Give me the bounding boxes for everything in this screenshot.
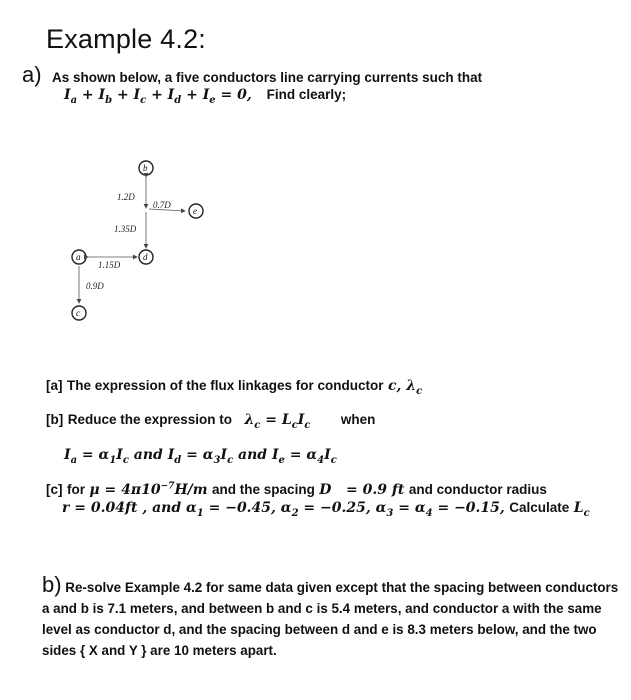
conductor-a-label: a: [76, 252, 81, 262]
part-b-paragraph: [42, 574, 627, 661]
question-c-for: for: [66, 482, 85, 497]
question-b-tag: [b]: [46, 412, 64, 427]
part-a-header: [22, 62, 482, 88]
conductor-c: [72, 306, 86, 320]
conductor-e: [189, 204, 203, 218]
question-a-text: The expression of the flux linkages for conductor: [66, 378, 384, 393]
spacing-label-ad: 1.15D: [98, 260, 121, 270]
conductor-b: [139, 161, 153, 175]
question-c-radius-text: and conductor radius: [408, 482, 547, 497]
spacing-label-ab: 1.2D: [117, 192, 135, 202]
question-c-tag: [c]: [46, 482, 63, 497]
question-c-calculate: Calculate: [509, 500, 570, 515]
current-sum-equation: $I_a + I_b + I_c + I_d + I_e = 0$,: [64, 87, 252, 106]
question-b-expression: $\lambda_c = L_cI_c$: [244, 412, 311, 431]
part-a-intro: As shown below, a five conductors line carrying currents such that: [52, 70, 483, 85]
spacing-value: D = 0.9 ft: [319, 482, 405, 498]
conductor-b-label: b: [143, 163, 148, 173]
part-b-text: Re-solve Example 4.2 for same data given except that the spacing between conductors a and b is 7.1 meters, and between b and c is 5.4 meters, and conductor a with the same level as conductor d, and the spacing between d and e is 8.3 meters below, and the two sides { X and Y } are 10 meters apart.: [42, 580, 619, 658]
question-b: [46, 411, 375, 431]
question-a: [46, 377, 422, 397]
conductor-a: [72, 250, 86, 264]
spacing-label-ac: 0.9D: [86, 281, 104, 291]
conductor-diagram: [60, 150, 240, 330]
question-c-target: $L_c$: [573, 500, 590, 519]
spacing-label-bd: 1.35D: [114, 224, 137, 234]
question-b-text: Reduce the expression to: [67, 412, 232, 427]
question-c-line2: [62, 499, 590, 519]
question-b-relation: $I_a = \alpha_1I_c$ and $I_d = \alpha_3I_c$ and $I_e = \alpha_4I_c$: [64, 447, 337, 466]
find-clearly-text: Find clearly;: [266, 87, 347, 102]
question-c-spacing-text: and the spacing: [212, 482, 315, 497]
conductor-e-label: e: [193, 206, 197, 216]
radius-and-alphas: r = 0.04ft , and $\alpha_1 = -0.45$, $\alpha_2 = -0.25$, $\alpha_3 = \alpha_4 = -0.15$,: [62, 500, 505, 519]
conductor-d: [139, 250, 153, 264]
question-a-symbol: c, $\lambda_c$: [387, 378, 423, 397]
part-a-equation-line: [64, 86, 346, 106]
page-title: Example 4.2:: [46, 24, 206, 54]
permeability-value: $\mu = 4\pi 10^{-7}H/m$: [89, 481, 208, 498]
part-a-letter: a): [22, 62, 42, 87]
part-b-letter: b): [42, 572, 62, 597]
question-b-when: when: [340, 412, 376, 427]
conductor-c-label: c: [76, 308, 80, 318]
question-c-line1: [46, 481, 547, 499]
question-a-tag: [a]: [46, 378, 63, 393]
conductor-d-label: d: [143, 252, 148, 262]
spacing-label-de: 0.7D: [153, 200, 171, 210]
